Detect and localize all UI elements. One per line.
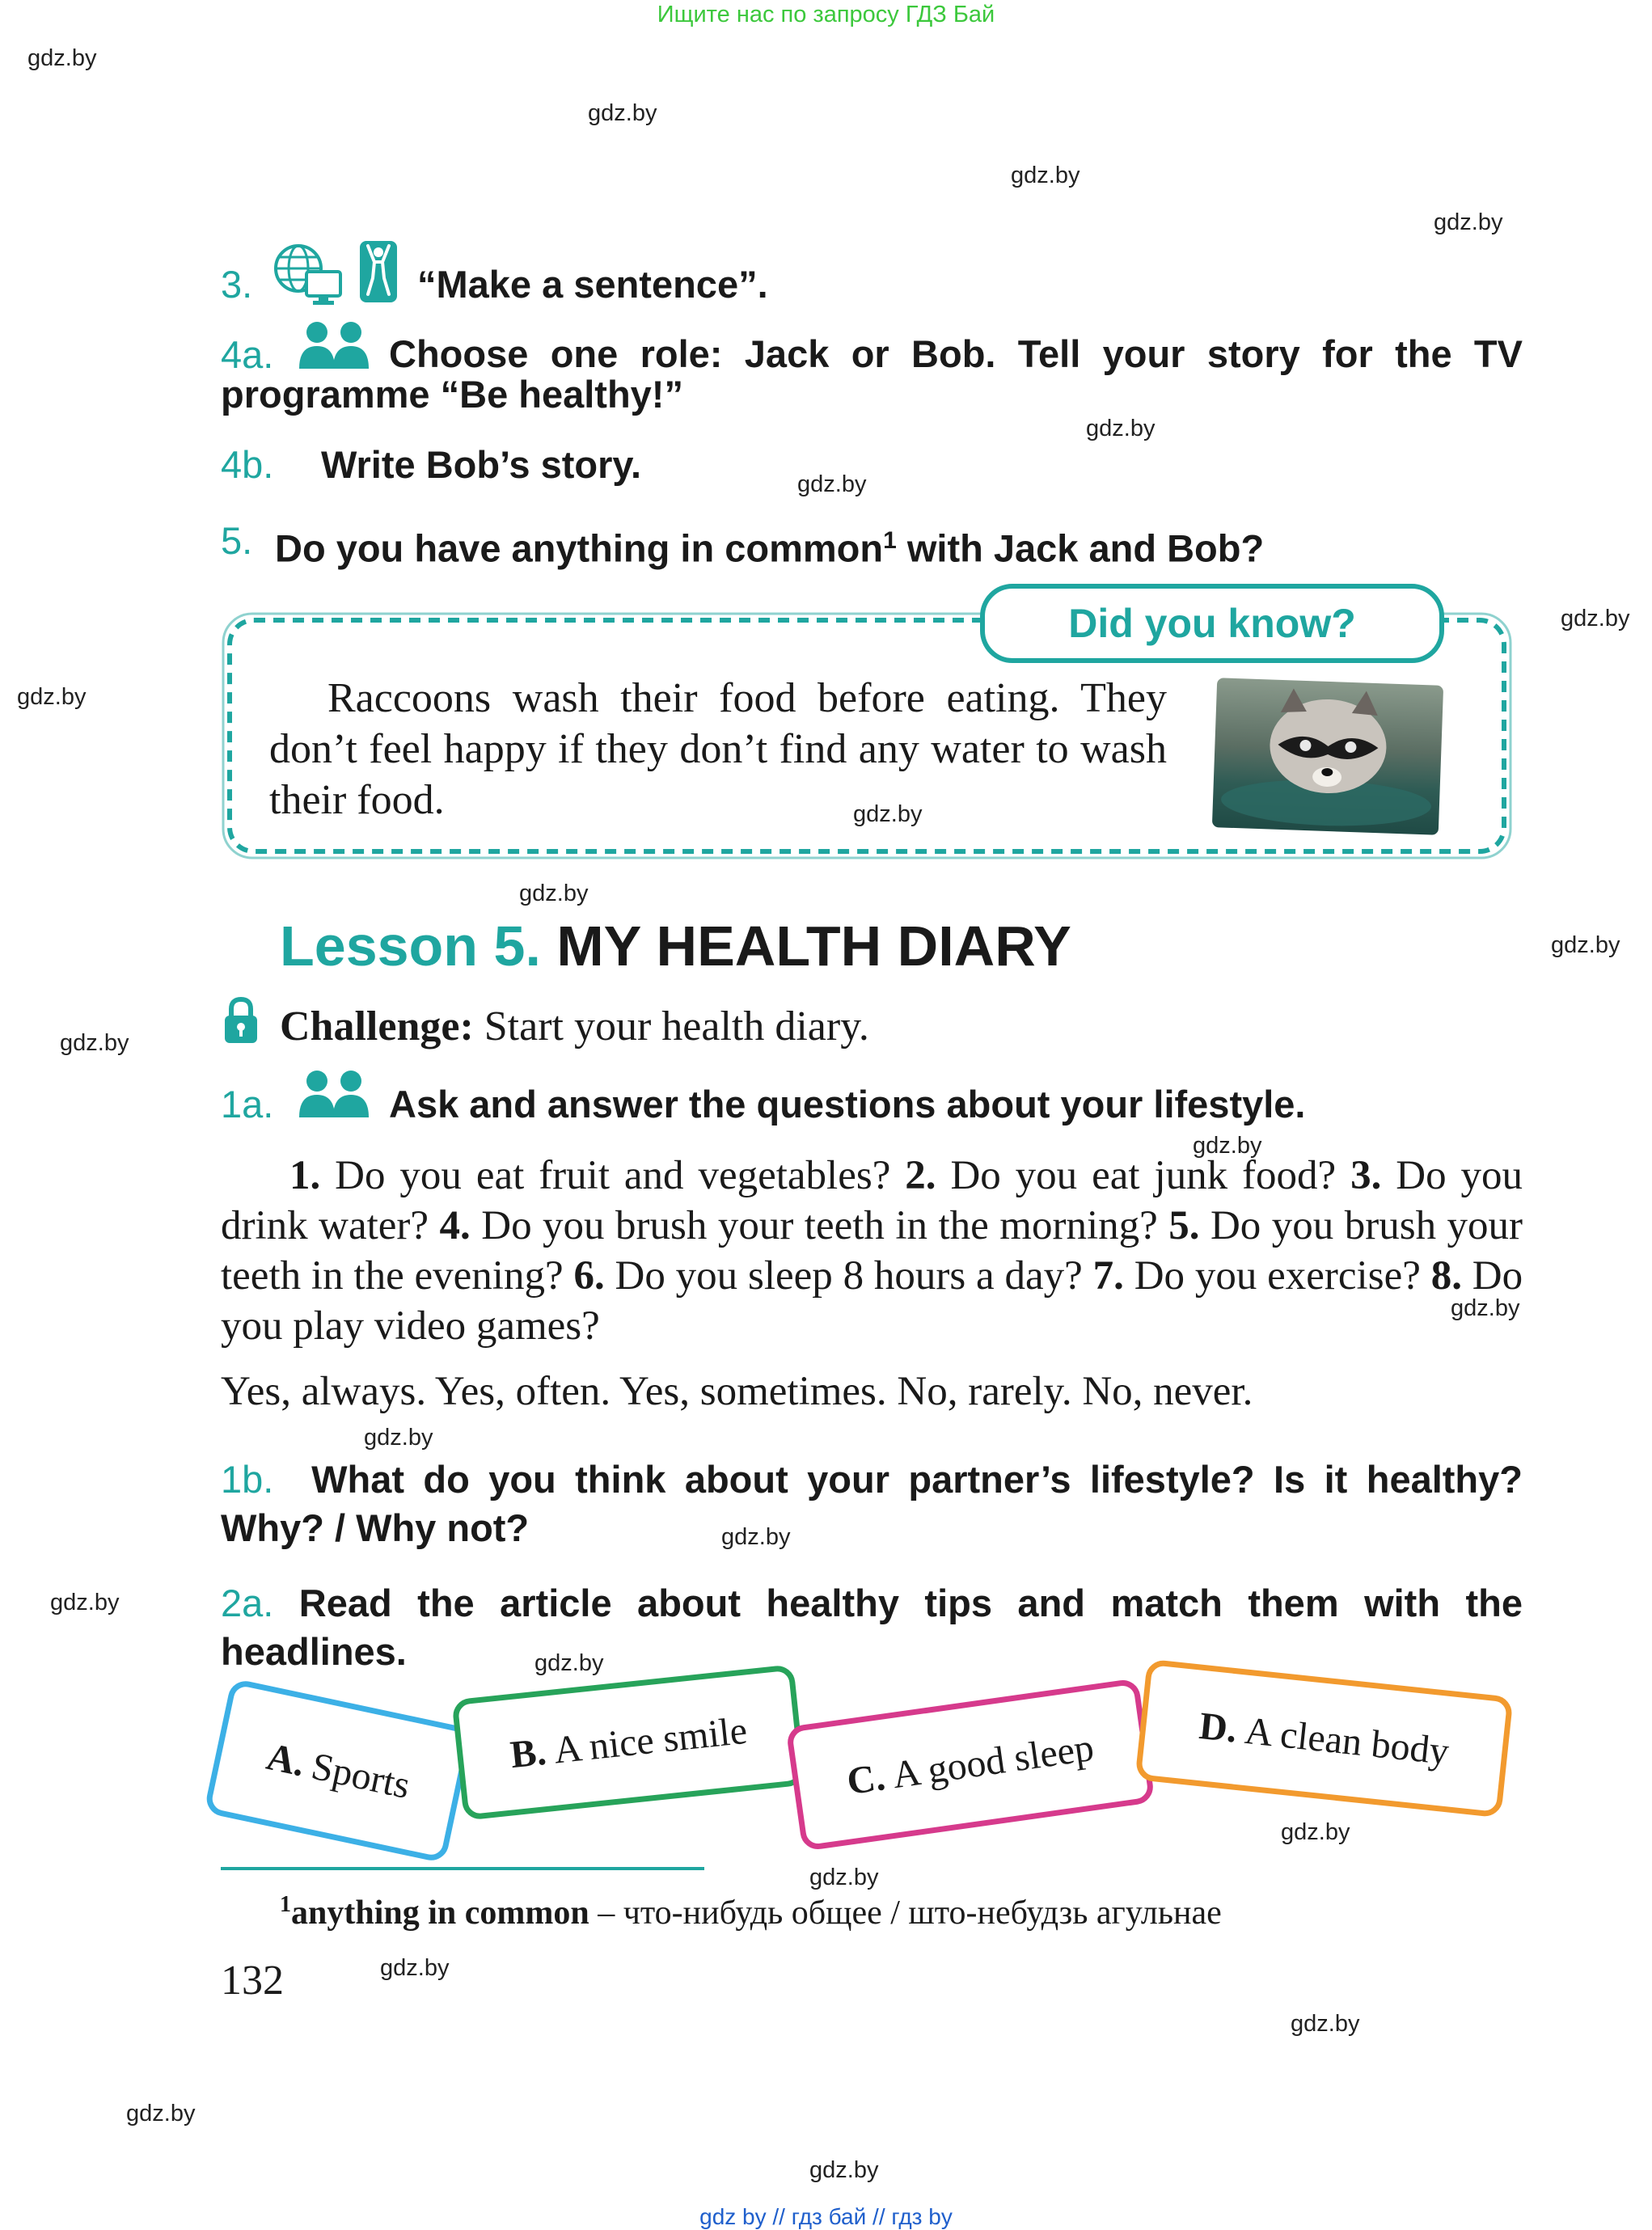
watermark: gdz.by: [809, 2157, 879, 2183]
task-3-text: “Make a sentence”.: [417, 263, 768, 306]
lifestyle-questions: 1. Do you eat fruit and vegetables? 2. Do you eat junk food? 3. Do you drink water? 4. Do you brush your teeth in the morning? 5. Do you brush your teeth in the evening? 6. Do you sleep 8 hours a day? 7. Do you exercise? 8. Do you play video games?: [221, 1153, 1523, 1349]
watermark: gdz.by: [1434, 209, 1503, 235]
watermark: gdz.by: [588, 100, 657, 126]
watermark: gdz.by: [1281, 1819, 1350, 1845]
watermark: gdz.by: [364, 1425, 433, 1451]
headline-c: C. A good sleep: [785, 1678, 1155, 1852]
pair-work-icon: [298, 1069, 370, 1119]
watermark: gdz.by: [1011, 163, 1080, 188]
watermark: gdz.by: [797, 471, 867, 497]
watermark: gdz.by: [519, 881, 589, 906]
watermark: gdz.by: [1551, 932, 1620, 958]
watermark: gdz.by: [1291, 2011, 1360, 2037]
headline-b: B. A nice smile: [451, 1664, 805, 1821]
watermark: gdz.by: [1086, 416, 1156, 441]
task-5-number: 5.: [221, 519, 253, 562]
task-1b: 1b. What do you think about your partner’s lifestyle? Is it healthy? Why? / Why not?: [221, 1458, 1523, 1549]
did-you-know-text: Raccoons wash their food before eating. They don’t feel happy if they don’t find any water to wash their food.: [269, 675, 1167, 823]
watermark: gdz.by: [1451, 1295, 1520, 1321]
watermark: gdz.by: [126, 2101, 196, 2127]
headline-d: D. A clean body: [1134, 1659, 1513, 1818]
answer-options: Yes, always. Yes, often. Yes, sometimes. No, rarely. No, never.: [221, 1369, 1253, 1414]
watermark: gdz.by: [1193, 1133, 1262, 1159]
globe-computer-icon: [273, 243, 345, 307]
task-4a-number: 4a.: [221, 333, 274, 376]
watermark: gdz.by: [17, 684, 87, 710]
top-banner: Ищите нас по запросу ГДЗ Бай: [657, 2, 995, 27]
watermark: gdz.by: [1561, 606, 1630, 631]
challenge: Challenge: Start your health diary.: [280, 1003, 869, 1050]
watermark: gdz.by: [809, 1865, 879, 1890]
watermark: gdz.by: [380, 1955, 450, 1981]
watermark: gdz.by: [60, 1030, 129, 1056]
task-1a-number: 1a.: [221, 1083, 274, 1126]
lesson-heading: Lesson 5. MY HEALTH DIARY: [280, 914, 1071, 978]
watermark: gdz.by: [534, 1650, 604, 1676]
task-1a-text: Ask and answer the questions about your lifestyle.: [389, 1083, 1306, 1126]
watermark: gdz.by: [853, 801, 923, 827]
exercise-icon: [358, 239, 399, 304]
lock-icon: [222, 996, 260, 1045]
watermark: gdz.by: [721, 1524, 791, 1550]
raccoon-photo: [1212, 678, 1443, 835]
task-3-number: 3.: [221, 263, 253, 306]
footnote-divider: [221, 1867, 704, 1870]
page-number: 132: [221, 1958, 284, 2004]
watermark: gdz.by: [50, 1590, 120, 1615]
headline-a: A. Sports: [204, 1678, 474, 1864]
footer-links: gdz by // гдз бай // гдз by: [699, 2204, 953, 2229]
watermark: gdz.by: [27, 45, 97, 71]
footnote: $^1$anything in common – что-нибудь общее / што-небудзь агульнае: [280, 1892, 1222, 1932]
did-you-know-title: Did you know?: [980, 584, 1444, 663]
task-4b-number: 4b.: [221, 443, 274, 486]
task-4a-text: Choose one role: Jack or Bob. Tell your story for the TV programme “Be healthy!”: [221, 332, 1523, 416]
task-5-text: Do you have anything in common$^1$ with Jack and Bob?: [275, 526, 1265, 570]
task-2a: 2a. Read the article about healthy tips and match them with the headlines.: [221, 1582, 1523, 1673]
task-4b-text: Write Bob’s story.: [321, 443, 642, 486]
